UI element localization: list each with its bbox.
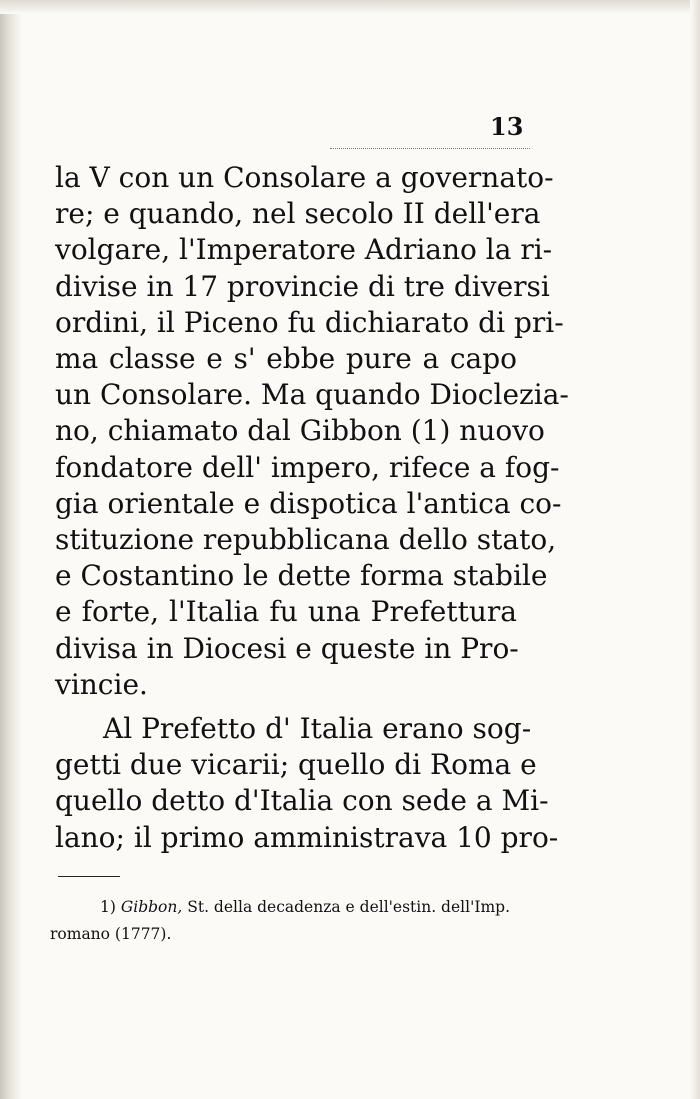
footnote-continuation: romano (1777). bbox=[50, 925, 172, 943]
footnote-text: St. della decadenza e dell'estin. dell'Imp. bbox=[187, 898, 511, 916]
header-rule bbox=[330, 148, 530, 149]
footnote-author: Gibbon, bbox=[120, 898, 183, 916]
page-edge-left bbox=[0, 0, 22, 1099]
text-line: un Consolare. Ma quando Diocleziа- bbox=[55, 378, 569, 412]
page-edge-top bbox=[0, 0, 700, 14]
page-number: 13 bbox=[490, 112, 524, 141]
text-line: ma classe e s' ebbe pure a capo bbox=[55, 342, 517, 376]
footnote-marker: 1) bbox=[100, 898, 116, 916]
paragraph-gap bbox=[55, 703, 517, 711]
text-line: e forte, l'Italia fu una Prefettura bbox=[55, 595, 517, 629]
text-line: gia orientale e dispotica l'antica co- bbox=[55, 486, 562, 520]
text-line: e Costantino le dette forma stabile bbox=[55, 559, 548, 593]
body-text bbox=[55, 160, 569, 856]
text-line: Al Prefetto d' Italia erano sog- bbox=[103, 712, 532, 746]
footnotes bbox=[50, 894, 528, 948]
footnote-rule bbox=[58, 876, 120, 877]
text-line: quello detto d'Italia con sede a Mi- bbox=[55, 784, 549, 818]
text-line: la V con un Consolare a governato- bbox=[55, 161, 554, 194]
text-line: divise in 17 provincie di tre diversi bbox=[55, 269, 550, 303]
text-line: getti due vicarii; quello di Roma e bbox=[55, 748, 537, 782]
page-edge-right bbox=[690, 0, 700, 1099]
text-line: volgare, l'Imperatore Adriano la ri- bbox=[55, 233, 553, 267]
text-line: lano; il primo amministrava 10 pro- bbox=[55, 820, 559, 854]
text-line: vincie. bbox=[55, 667, 148, 701]
text-line: ordini, il Piceno fu dichiarato di pri- bbox=[55, 305, 564, 339]
text-line: fondatore dell' impero, rifece a fog- bbox=[55, 450, 560, 484]
footnote-line bbox=[50, 894, 528, 921]
text-line: no, chiamato dal Gibbon (1) nuovo bbox=[55, 414, 545, 448]
text-line: re; e quando, nel secolo II dell'era bbox=[55, 197, 541, 231]
text-line: divisa in Diocesi e queste in Pro- bbox=[55, 631, 519, 665]
text-line: stituzione repubblicana dello stato, bbox=[55, 523, 557, 557]
